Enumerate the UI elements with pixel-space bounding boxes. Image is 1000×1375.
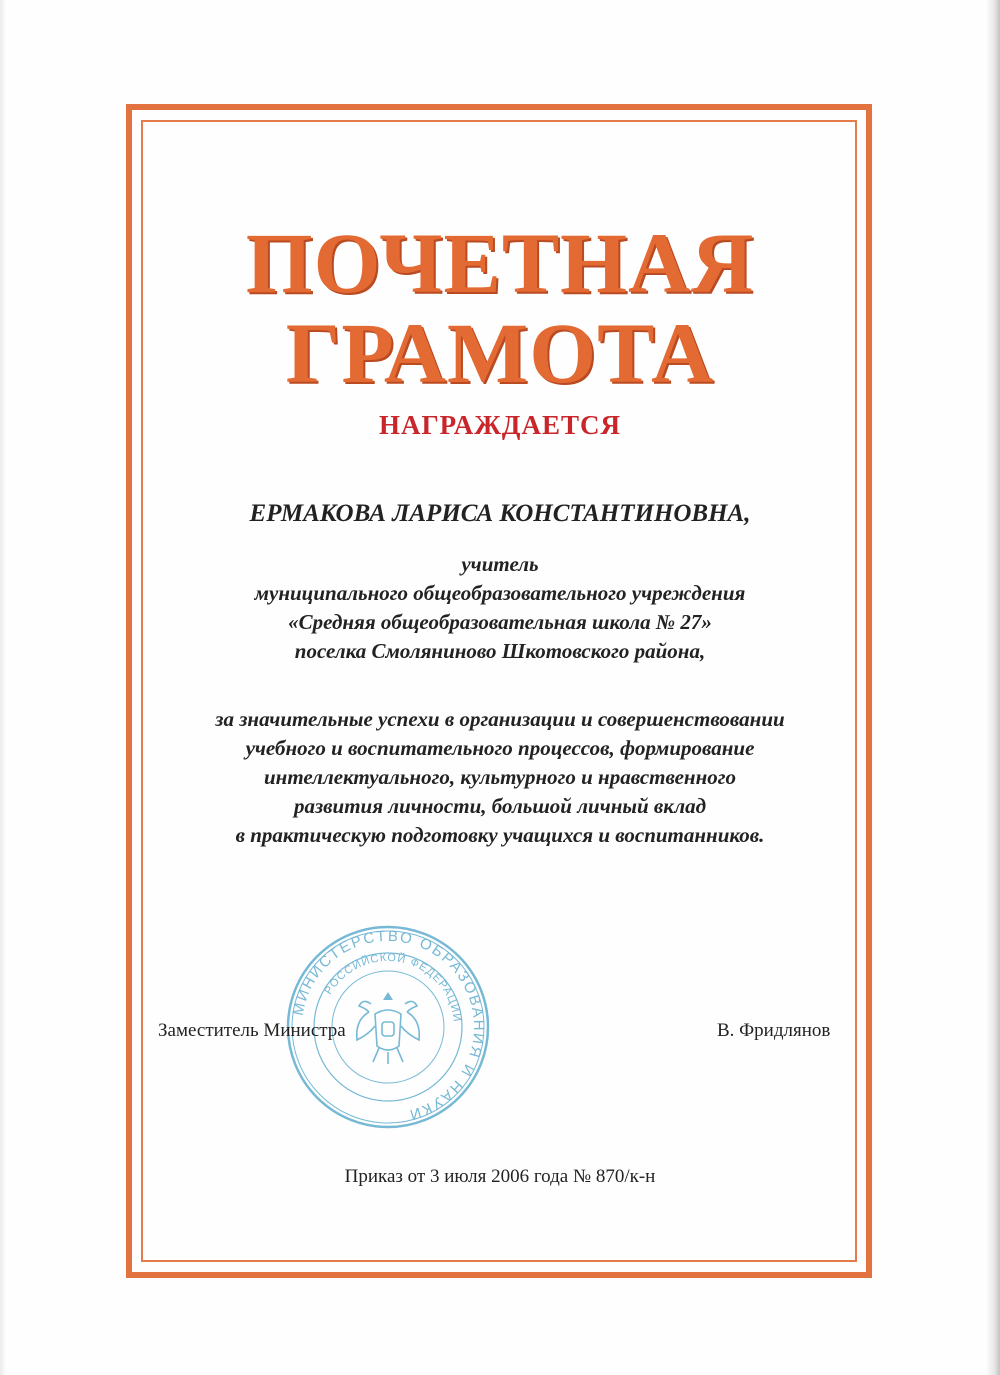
seal-inner-text: РОССИЙСКОЙ ФЕДЕРАЦИИ	[322, 951, 463, 1024]
certificate-title-line1: ПОЧЕТНАЯ	[245, 215, 755, 311]
signatory-title: Заместитель Министра	[158, 1020, 346, 1041]
merit-line: учебного и воспитательного процессов, формирование	[245, 736, 755, 760]
merit-description	[0, 705, 1000, 850]
position-line: учитель	[461, 552, 539, 576]
merit-line: в практическую подготовку учащихся и воспитанников.	[235, 823, 765, 847]
certificate-title-line2: ГРАМОТА	[285, 305, 715, 401]
order-reference: Приказ от 3 июля 2006 года № 870/к-н	[344, 1166, 656, 1187]
position-line: муниципального общеобразовательного учреждения	[254, 581, 746, 605]
recipient-name: ЕРМАКОВА ЛАРИСА КОНСТАНТИНОВНА,	[249, 500, 751, 527]
double-headed-eagle-icon	[357, 992, 420, 1064]
merit-line: развития личности, большой личный вклад	[293, 794, 707, 818]
merit-line: за значительные успехи в организации и совершенствовании	[215, 707, 785, 731]
awarded-heading: НАГРАЖДАЕТСЯ	[378, 410, 621, 440]
position-line: «Средняя общеобразовательная школа № 27»	[288, 610, 712, 634]
signatory-name: В. Фридлянов	[717, 1020, 831, 1041]
position-line: поселка Смоляниново Шкотовского района,	[294, 639, 706, 663]
recipient-position	[0, 550, 1000, 666]
merit-line: интеллектуального, культурного и нравственного	[263, 765, 736, 789]
seal-outer-text: МИНИСТЕРСТВО ОБРАЗОВАНИЯ И НАУКИ	[289, 927, 488, 1124]
